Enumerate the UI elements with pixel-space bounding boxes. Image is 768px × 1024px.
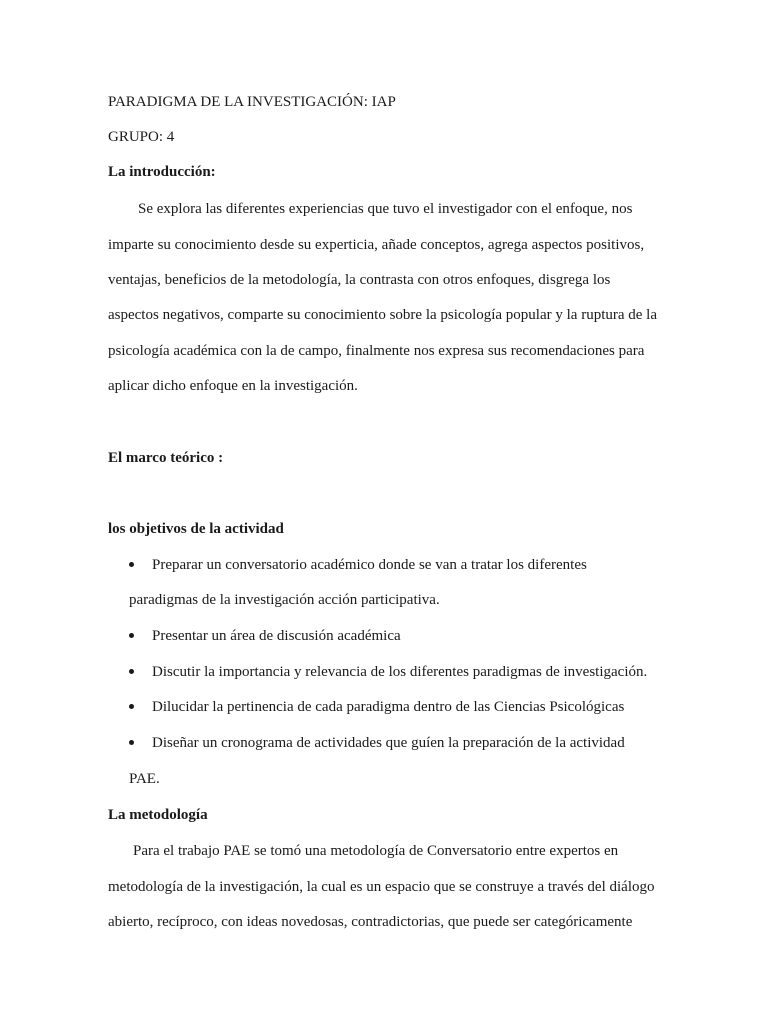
objective-item-continuation: PAE.: [129, 771, 160, 787]
bullet-icon: [129, 633, 134, 638]
objective-item: Presentar un área de discusión académica: [152, 628, 401, 644]
introduction-line: aspectos negativos, comparte su conocimiento sobre la psicología popular y la ruptura de la: [108, 307, 658, 323]
introduction-heading: La introducción:: [108, 164, 216, 180]
methodology-line: abierto, recíproco, con ideas novedosas, contradictorias, que puede ser categóricamente: [108, 914, 633, 930]
objective-item: Preparar un conversatorio académico donde se van a tratar los diferentes: [152, 557, 587, 573]
introduction-line: imparte su conocimiento desde su experticia, añade conceptos, agrega aspectos positivos,: [108, 237, 645, 253]
group-label: GRUPO: 4: [108, 129, 175, 145]
bullet-icon: [129, 704, 134, 709]
objective-item: Discutir la importancia y relevancia de los diferentes paradigmas de investigación.: [152, 664, 648, 680]
methodology-line: Para el trabajo PAE se tomó una metodología de Conversatorio entre expertos en: [133, 843, 619, 859]
introduction-line: aplicar dicho enfoque en la investigación.: [108, 378, 358, 394]
bullet-icon: [129, 669, 134, 674]
theoretical-framework-heading: El marco teórico :: [108, 450, 224, 466]
objectives-heading: los objetivos de la actividad: [108, 521, 284, 537]
introduction-line: psicología académica con la de campo, finalmente nos expresa sus recomendaciones para: [108, 343, 645, 359]
introduction-line: Se explora las diferentes experiencias que tuvo el investigador con el enfoque, nos: [138, 201, 633, 217]
document-title: PARADIGMA DE LA INVESTIGACIÓN: IAP: [108, 94, 396, 110]
methodology-heading: La metodología: [108, 807, 208, 823]
bullet-icon: [129, 740, 134, 745]
objective-item: Dilucidar la pertinencia de cada paradigma dentro de las Ciencias Psicológicas: [152, 699, 625, 715]
objective-item: Diseñar un cronograma de actividades que guíen la preparación de la actividad: [152, 735, 625, 751]
introduction-line: ventajas, beneficios de la metodología, la contrasta con otros enfoques, disgrega los: [108, 272, 611, 288]
methodology-line: metodología de la investigación, la cual es un espacio que se construye a través del diálogo: [108, 879, 655, 895]
objective-item-continuation: paradigmas de la investigación acción participativa.: [129, 592, 440, 608]
bullet-icon: [129, 562, 134, 567]
